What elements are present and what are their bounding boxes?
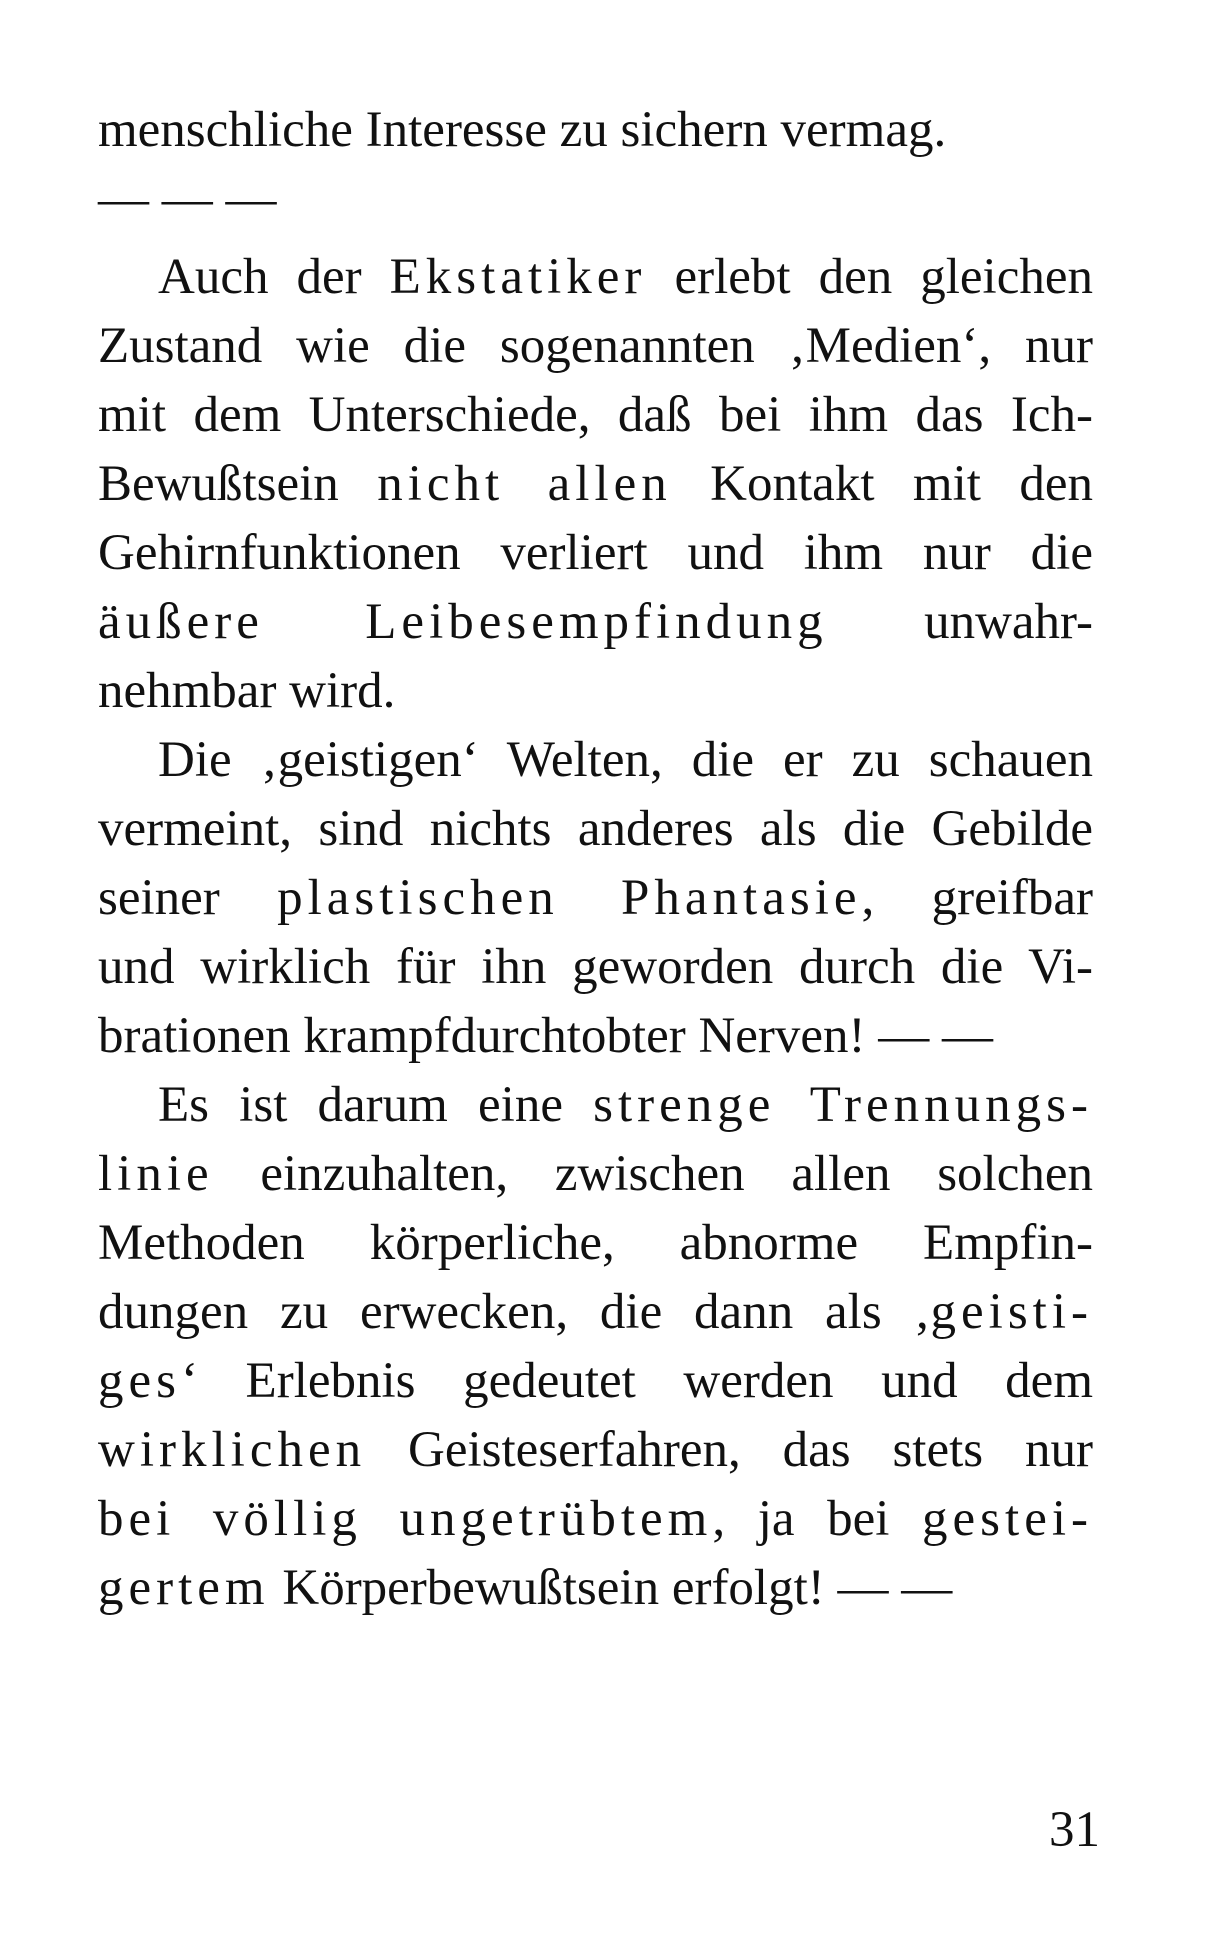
text-line-20: wirklichen Geisteserfahren, das stets nur bbox=[98, 1422, 1093, 1478]
text-line-6: Bewußtsein nicht allen Kontakt mit den bbox=[98, 456, 1093, 512]
text-line-21: bei völlig ungetrübtem, ja bei gestei- bbox=[98, 1491, 1093, 1547]
text-line-22: gertem Körperbewußtsein erfolgt! — — bbox=[98, 1560, 953, 1616]
text-line-3: Auch der Ekstatiker erlebt den gleichen bbox=[158, 249, 1093, 305]
section-divider: — — — bbox=[98, 171, 277, 227]
text-line-16: linie einzuhalten, zwischen allen solchen bbox=[98, 1146, 1093, 1202]
text-line-15: Es ist darum eine strenge Trennungs- bbox=[158, 1077, 1093, 1133]
text-line-4: Zustand wie die sogenannten ‚Medien‘, nur bbox=[98, 318, 1093, 374]
text-line-5: mit dem Unterschiede, daß bei ihm das Ich- bbox=[98, 387, 1093, 443]
text-line-13: und wirklich für ihn geworden durch die Vi- bbox=[98, 939, 1093, 995]
text-line-18: dungen zu erwecken, die dann als ‚geisti- bbox=[98, 1284, 1093, 1340]
body-text bbox=[98, 96, 1093, 1623]
text-line-9: nehmbar wird. bbox=[98, 663, 396, 719]
page-number: 31 bbox=[1049, 1802, 1100, 1858]
text-line-10: Die ‚geistigen‘ Welten, die er zu schauen bbox=[158, 732, 1093, 788]
text-line-7: Gehirnfunktionen verliert und ihm nur die bbox=[98, 525, 1093, 581]
text-line-17: Methoden körperliche, abnorme Empfin- bbox=[98, 1215, 1093, 1271]
text-line-12: seiner plastischen Phantasie, greifbar bbox=[98, 870, 1093, 926]
text-line-8: äußere Leibesempfindung unwahr- bbox=[98, 594, 1093, 650]
text-line-1: menschliche Interesse zu sichern vermag. bbox=[98, 102, 947, 158]
text-line-19: ges‘ Erlebnis gedeutet werden und dem bbox=[98, 1353, 1093, 1409]
text-line-11: vermeint, sind nichts anderes als die Gebilde bbox=[98, 801, 1093, 857]
text-line-14: brationen krampfdurchtobter Nerven! — — bbox=[98, 1008, 994, 1064]
